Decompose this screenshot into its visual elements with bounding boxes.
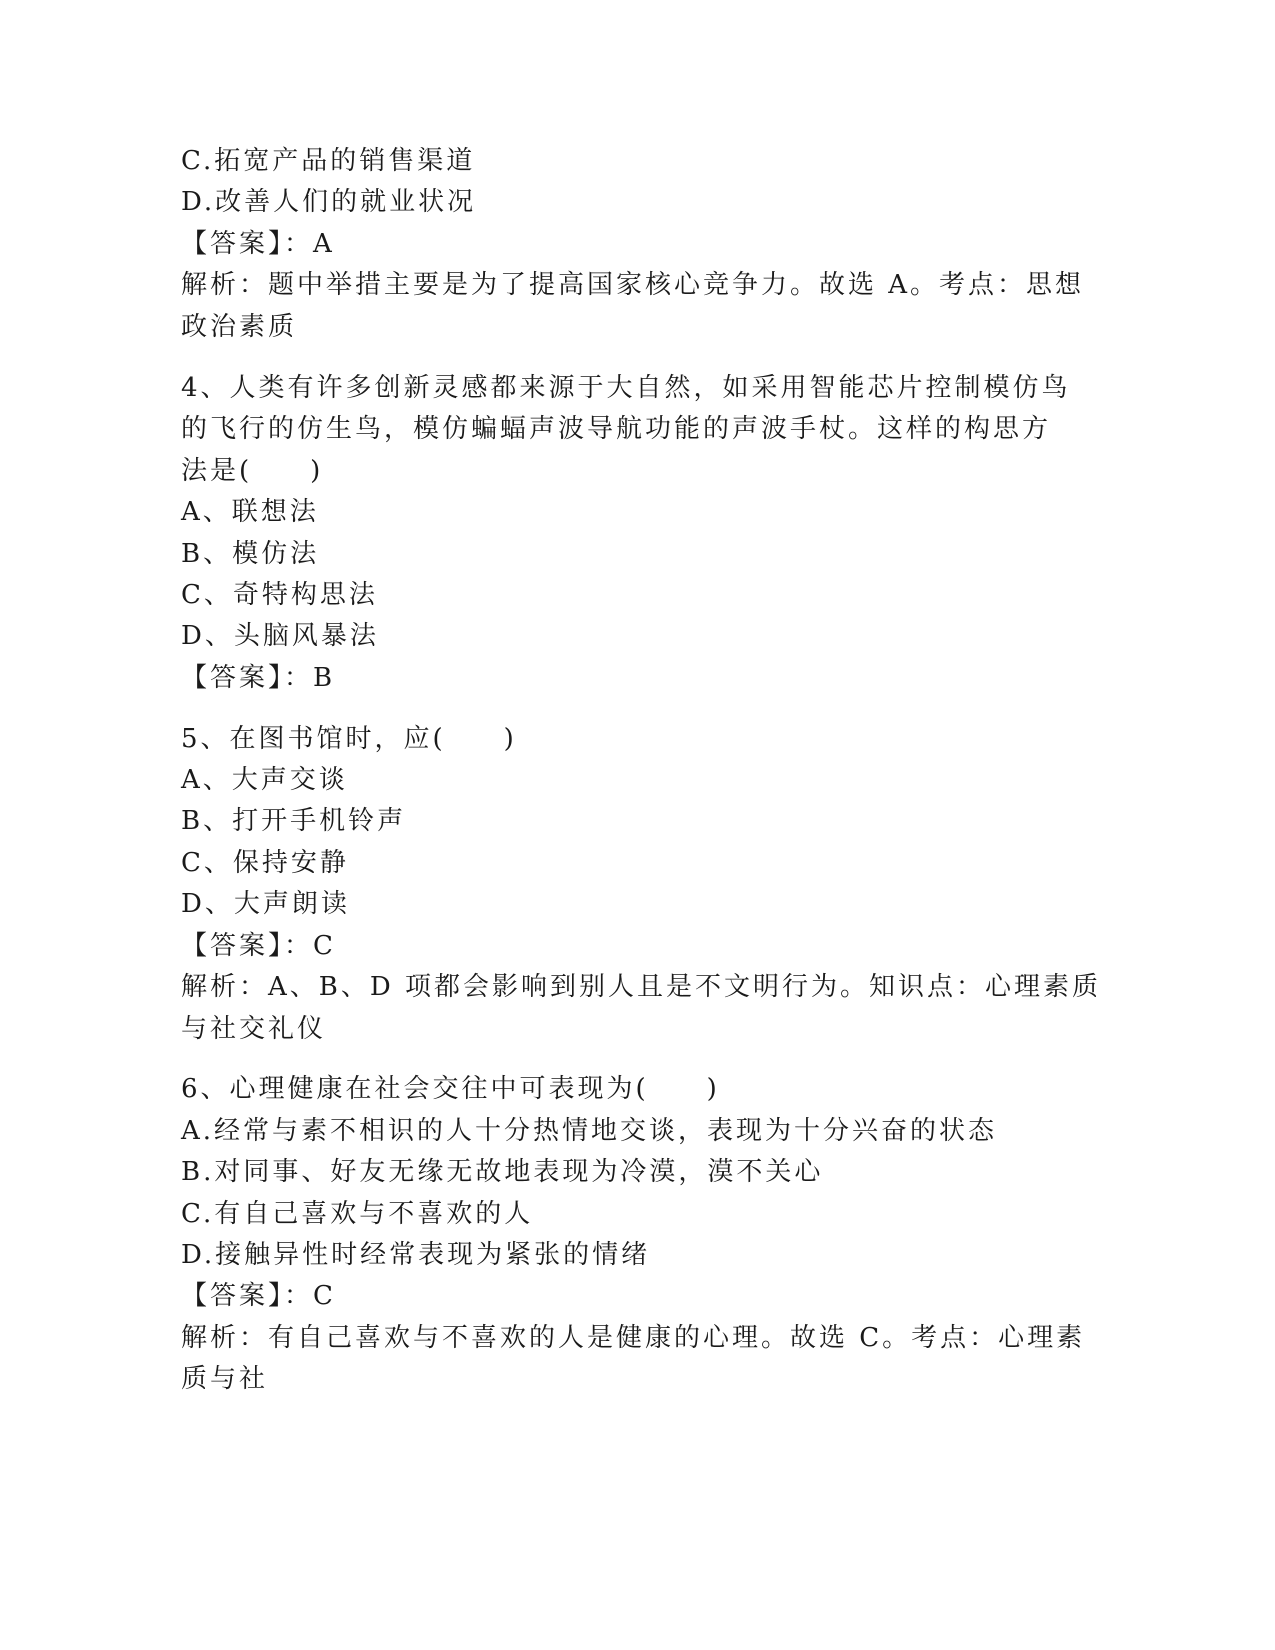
- answer: 【答案】：C: [181, 931, 336, 961]
- question-stem-line-1: 6、心理健康在社会交往中可表现为( ): [181, 1074, 720, 1104]
- explanation-line-1: 解析：有自己喜欢与不喜欢的人是健康的心理。故选 C。考点：心理素: [181, 1323, 1086, 1353]
- option-d: D.改善人们的就业状况: [181, 187, 477, 217]
- explanation-line-2: 质与社: [181, 1364, 269, 1394]
- answer: 【答案】：B: [181, 663, 336, 693]
- explanation-line-1: 解析：题中举措主要是为了提高国家核心竞争力。故选 A。考点：思想: [181, 270, 1085, 300]
- explanation-line-2: 与社交礼仪: [181, 1014, 327, 1044]
- option-a: A、大声交谈: [181, 765, 348, 795]
- option-b: B.对同事、好友无缘无故地表现为冷漠，漠不关心: [181, 1157, 824, 1187]
- answer: 【答案】：A: [181, 229, 335, 259]
- explanation-line-2: 政治素质: [181, 312, 298, 342]
- option-b: B、模仿法: [181, 539, 320, 569]
- option-a: A、联想法: [181, 497, 319, 527]
- explanation-line-1: 解析：A、B、D 项都会影响到别人且是不文明行为。知识点：心理素质: [181, 972, 1101, 1002]
- option-c: C.拓宽产品的销售渠道: [181, 146, 476, 176]
- option-d: D.接触异性时经常表现为紧张的情绪: [181, 1240, 651, 1270]
- question-stem-line-1: 4、人类有许多创新灵感都来源于大自然，如采用智能芯片控制模仿鸟: [181, 373, 1071, 403]
- option-a: A.经常与素不相识的人十分热情地交谈，表现为十分兴奋的状态: [181, 1116, 998, 1146]
- option-b: B、打开手机铃声: [181, 806, 407, 836]
- option-c: C.有自己喜欢与不喜欢的人: [181, 1199, 534, 1229]
- option-c: C、奇特构思法: [181, 580, 378, 610]
- question-stem-line-3: 法是( ): [181, 456, 324, 486]
- question-stem-line-2: 的飞行的仿生鸟，模仿蝙蝠声波导航功能的声波手杖。这样的构思方: [181, 414, 1052, 444]
- question-stem-line-1: 5、在图书馆时，应( ): [181, 724, 517, 754]
- option-d: D、大声朗读: [181, 889, 350, 919]
- answer: 【答案】：C: [181, 1281, 336, 1311]
- option-d: D、头脑风暴法: [181, 621, 379, 651]
- option-c: C、保持安静: [181, 848, 349, 878]
